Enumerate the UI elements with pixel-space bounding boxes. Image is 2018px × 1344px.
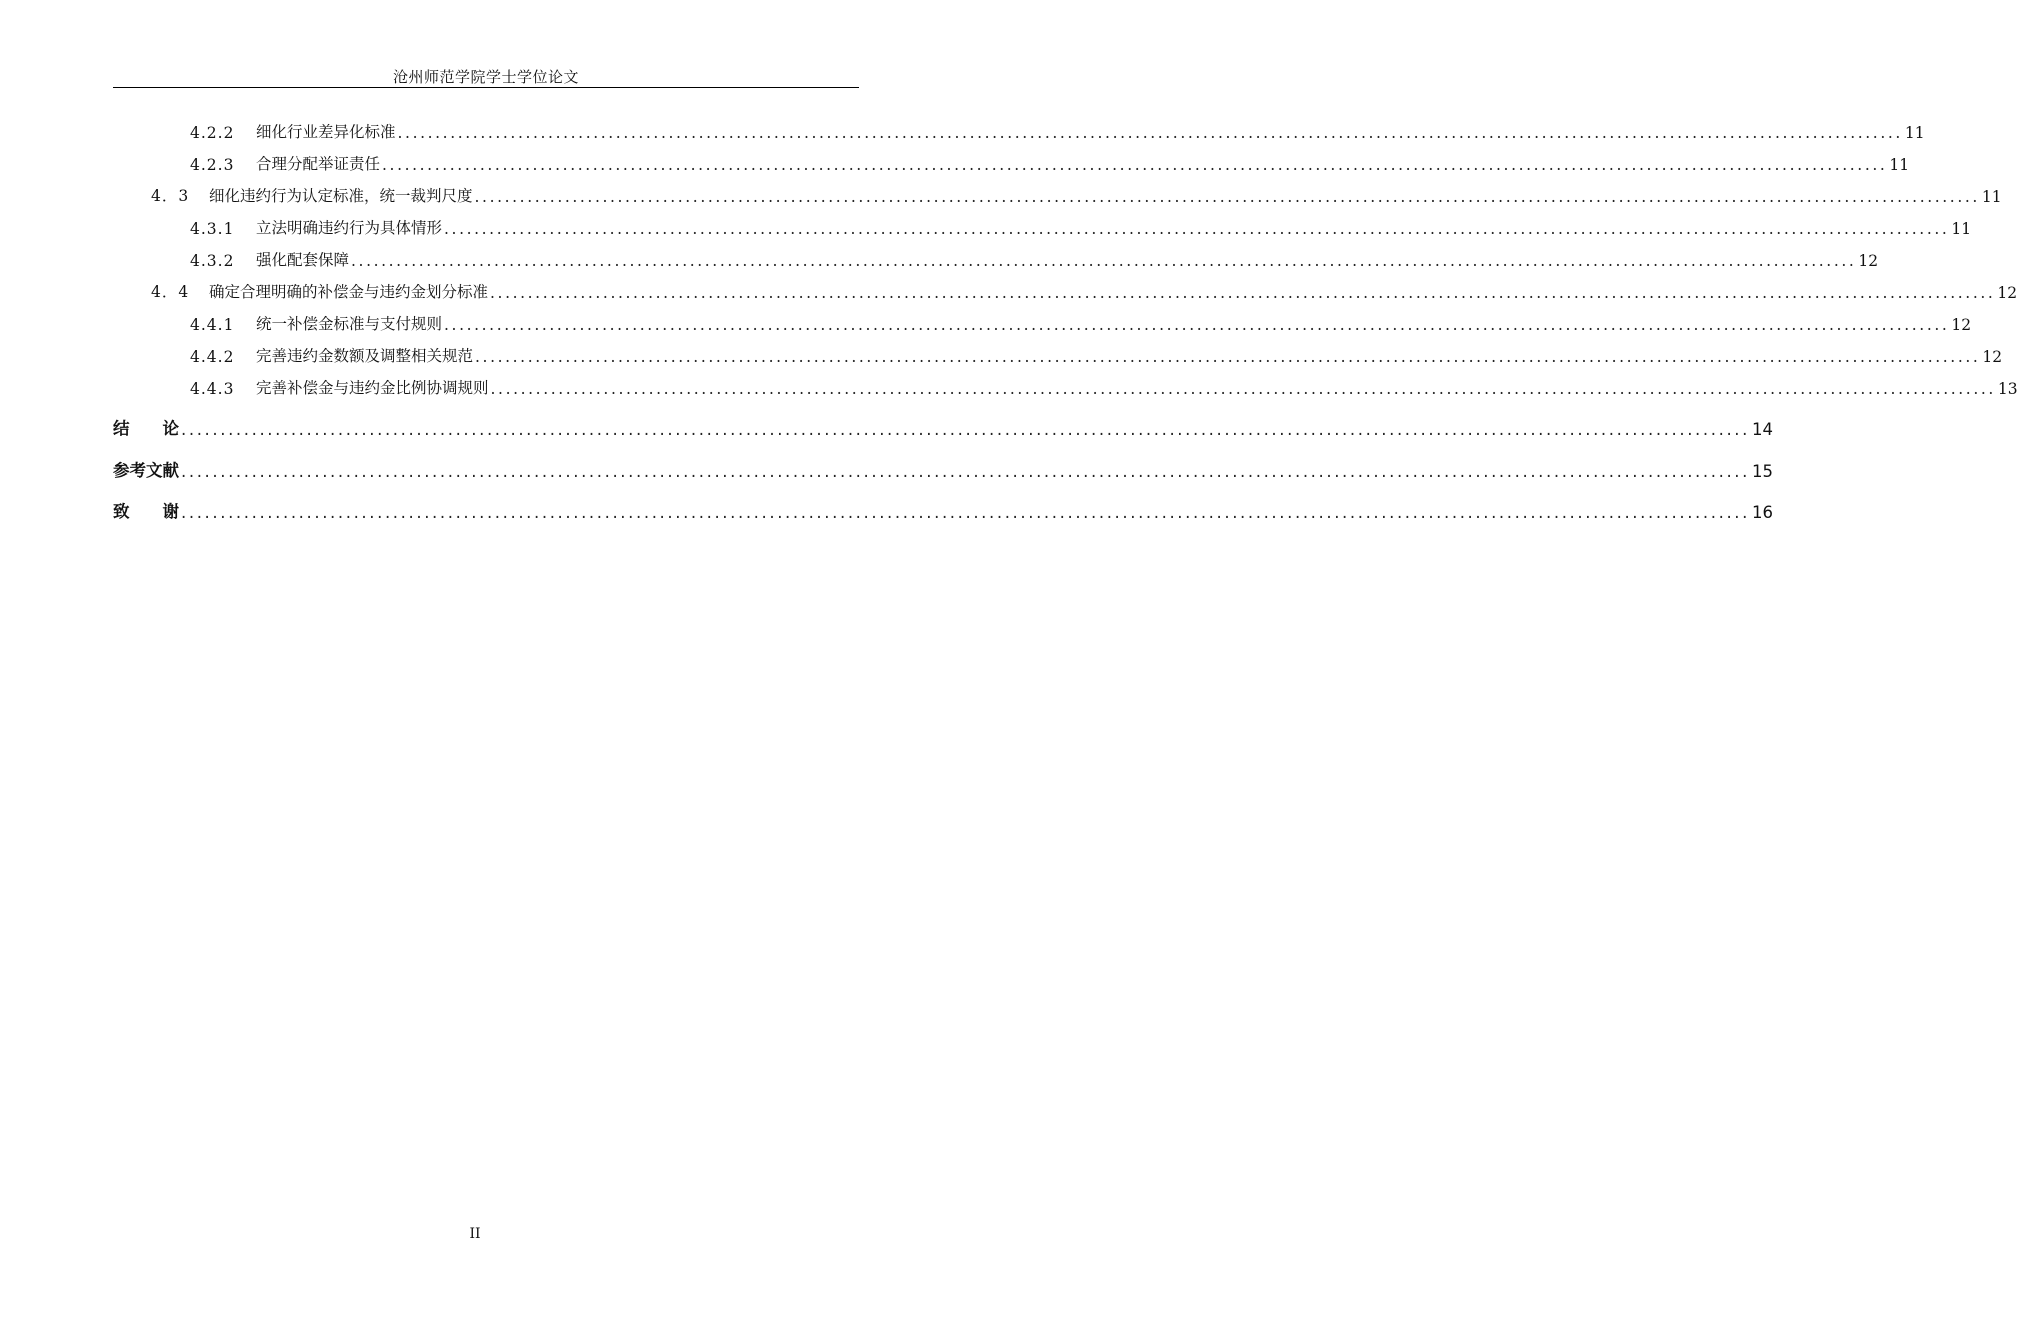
toc-entry-title: 细化行业差异化标准: [256, 123, 396, 141]
toc-entry-title: 立法明确违约行为具体情形: [256, 219, 443, 237]
toc-leader-dots: ........................................................................................................................................................................................................: [444, 316, 1950, 334]
toc-entry-page: 12: [1951, 316, 1972, 334]
toc-entry-number: 4.2.2: [190, 124, 235, 142]
toc-entry-title: 强化配套保障: [256, 251, 350, 269]
header-rule: [113, 87, 859, 88]
toc-entry-page: 14: [1751, 420, 1773, 439]
toc-leader-dots: ........................................................................................................................................................................................................: [444, 220, 1950, 238]
toc-leader-dots: ........................................................................................................................................................................................................: [181, 503, 1750, 522]
toc-entry-page: 12: [1858, 252, 1879, 270]
running-header: 沧州师范学院学士学位论文: [392, 68, 579, 86]
toc-entry-title: 完善违约金数额及调整相关规范: [256, 347, 474, 365]
toc-entry-title: 细化违约行为认定标准，统一裁判尺度: [209, 187, 473, 205]
toc-entry-number: 4．3: [151, 187, 190, 205]
toc-entry[interactable]: [0, 246, 1879, 270]
page-number: II: [469, 1226, 481, 1242]
toc-entry-title: 统一补偿金标准与支付规则: [256, 315, 443, 333]
toc-entry-title: 参考文献: [113, 461, 179, 480]
toc-entry-number: 4.3.1: [190, 220, 235, 238]
toc-leader-dots: ........................................................................................................................................................................................................: [181, 420, 1750, 439]
toc-entry-page: 11: [1904, 124, 1925, 142]
toc-leader-dots: ........................................................................................................................................................................................................: [351, 252, 1857, 270]
toc-entry-page: 11: [1951, 220, 1972, 238]
toc-entry-page: 15: [1751, 462, 1773, 481]
toc-leader-dots: ........................................................................................................................................................................................................: [490, 380, 1996, 398]
toc-leader-dots: ........................................................................................................................................................................................................: [382, 156, 1888, 174]
toc-leader-dots: ........................................................................................................................................................................................................: [397, 124, 1903, 142]
toc-entry-title: 完善补偿金与违约金比例协调规则: [256, 379, 489, 397]
toc-entry[interactable]: [0, 342, 2003, 366]
toc-entry[interactable]: [0, 150, 1910, 174]
toc-entry-page: 11: [1889, 156, 1910, 174]
toc-entry[interactable]: [0, 118, 1925, 142]
toc-leader-dots: ........................................................................................................................................................................................................: [490, 284, 1996, 302]
toc-leader-dots: ........................................................................................................................................................................................................: [474, 188, 1980, 206]
toc-entry[interactable]: [0, 182, 2002, 206]
toc-leader-dots: ........................................................................................................................................................................................................: [475, 348, 1981, 366]
toc-entry[interactable]: [0, 374, 2018, 398]
toc-entry-number: 4．4: [151, 283, 190, 301]
toc-entry[interactable]: [0, 278, 2018, 302]
toc-leader-dots: ........................................................................................................................................................................................................: [181, 462, 1750, 481]
toc-entry-title: 合理分配举证责任: [256, 155, 381, 173]
toc-entry-number: 4.4.3: [190, 380, 235, 398]
toc-entry-page: 12: [1982, 348, 2003, 366]
toc-entry-title: 确定合理明确的补偿金与违约金划分标准: [209, 283, 489, 301]
toc-entry-page: 16: [1751, 503, 1773, 522]
toc-entry-page: 13: [1997, 380, 2018, 398]
toc-entry-number: 4.2.3: [190, 156, 235, 174]
toc-entry[interactable]: [0, 310, 1972, 334]
toc-entry-number: 4.3.2: [190, 252, 235, 270]
toc-entry-page: 11: [1981, 188, 2002, 206]
toc-entry-references[interactable]: [0, 457, 1773, 481]
toc-entry-title: 结 论: [113, 419, 179, 438]
toc-entry-number: 4.4.2: [190, 348, 235, 366]
toc-entry-number: 4.4.1: [190, 316, 235, 334]
toc-entry-title: 致 谢: [113, 502, 179, 521]
toc-entry-acknowledgements[interactable]: [0, 498, 1773, 522]
toc-entry-conclusion[interactable]: [0, 415, 1773, 439]
toc-entry[interactable]: [0, 214, 1972, 238]
toc-entry-page: 12: [1997, 284, 2018, 302]
